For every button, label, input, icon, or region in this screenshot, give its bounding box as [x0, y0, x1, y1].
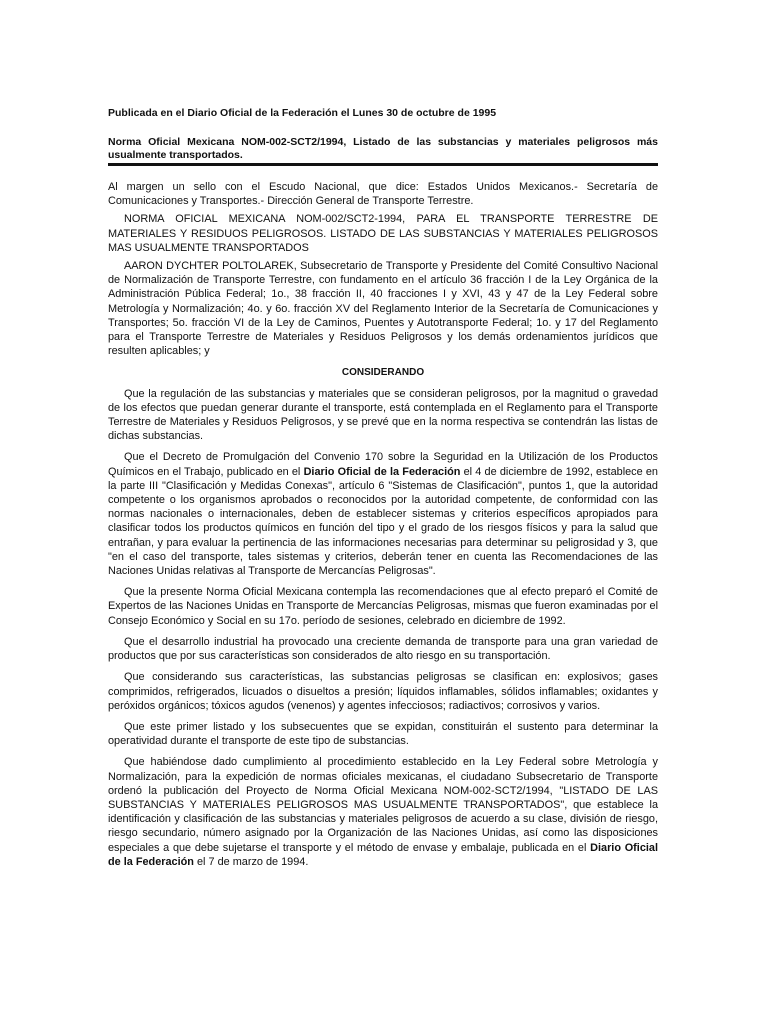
paragraph-text: el 4 de diciembre de 1992, establece en la parte III "Clasificación y Medidas Conexas", artículo 6 "Sistemas de Clasificación", puntos 1, que la autoridad competente o los organismos aprobados o reconocidos por la autoridad competente, de conformidad con las normas nacionales o internacionales, deben de establecer sistemas y criterios específicos apropiados para clasificar todos los productos químicos en función del tipo y el grado de los riesgos físicos y para la salud que entrañan, y para evaluar la pertinencia de las informaciones necesarias para determinar su peligrosidad y 3, que "en el caso del transporte, tales sistemas y criterios, deberán tener en cuenta las Recomendaciones de las Naciones Unidas relativas al Transporte de Mercancías Peligrosas".: [108, 465, 658, 578]
document-body: [108, 180, 658, 869]
considerando-paragraph-6: Que este primer listado y los subsecuentes que se expidan, constituirán el sustento para determinar la operatividad durante el transporte de este tipo de substancias.: [108, 720, 658, 748]
paragraph-text: Que el Decreto de Promulgación del Convenio 170 sobre la Seguridad en la Utilización de los Productos Químicos en el Trabajo, publicado en el: [108, 451, 658, 478]
considerando-paragraph-7: [108, 755, 658, 869]
bold-reference: Diario Oficial de la Federación: [303, 465, 461, 478]
section-heading: CONSIDERANDO: [341, 367, 425, 379]
norm-title: Norma Oficial Mexicana NOM-002-SCT2/1994, Listado de las substancias y materiales peligrosos más usualmente transportados.: [108, 136, 658, 166]
paragraph-text: Que habiéndose dado cumplimiento al procedimiento establecido en la Ley Federal sobre Metrología y Normalización, para la expedición de normas oficiales mexicanas, el ciudadano Subsecretario de Transporte ordenó la publicación del Proyecto de Norma Oficial Mexicana NOM-002-SCT2/1994, "LISTADO DE LAS SUBSTANCIAS Y MATERIALES PELIGROSOS MAS USUALMENTE TRANSPORTADOS", que establece la identificación y clasificación de las substancias y materiales peligrosos de acuerdo a su clase, división de riesgo, riesgo secundario, número asignado por la Organización de las Naciones Unidas, así como las disposiciones especiales a que debe sujetarse el transporte y el método de envase y embalaje, publicada en el: [108, 756, 658, 854]
intro-paragraph-1: Al margen un sello con el Escudo Nacional, que dice: Estados Unidos Mexicanos.- Secretaría de Comunicaciones y Transportes.- Dirección General de Transporte Terrestre.: [108, 181, 658, 208]
considerando-paragraph-2: [108, 450, 658, 578]
considerando-paragraph-3: Que la presente Norma Oficial Mexicana contempla las recomendaciones que al efecto preparó el Comité de Expertos de las Naciones Unidas en Transporte de Mercancías Peligrosas, mismas que fueron examinadas por el Consejo Económico y Social en su 17o. período de sesiones, celebrado en diciembre de 1992.: [108, 586, 658, 627]
considerando-paragraph-5: Que considerando sus características, las substancias peligrosas se clasifican en: explosivos; gases comprimidos, refrigerados, licuados o disueltos a presión; líquidos inflamables, sólidos inflamables; oxidantes y peróxidos orgánicos; tóxicos agudos (venenos) y agentes infecciosos; radiactivos; corrosivos y varios.: [108, 671, 658, 712]
document-page: [108, 106, 658, 876]
considerando-paragraph-1: Que la regulación de las substancias y materiales que se consideran peligrosos, por la magnitud o gravedad de los efectos que puedan generar durante el transporte, está contemplada en el Reglamento para el Transporte Terrestre de Materiales y Residuos Peligrosos, y se prevé que en la norma respectiva se contendrán las listas de dichas substancias.: [108, 387, 658, 443]
publication-line: Publicada en el Diario Oficial de la Federación el Lunes 30 de octubre de 1995: [108, 107, 497, 119]
paragraph-text: el 7 de marzo de 1994.: [193, 855, 309, 868]
intro-paragraph-3: AARON DYCHTER POLTOLAREK, Subsecretario de Transporte y Presidente del Comité Consultivo Nacional de Normalización de Transporte Terrestre, con fundamento en el artículo 36 fracción I de la Ley Orgánica de la Administración Pública Federal; 1o., 38 fracción II, 40 fracciones I y XVI, 43 y 47 de la Ley Federal sobre Metrología y Normalización; 4o. y 6o. fracción XV del Reglamento Interior de la Secretaría de Comunicaciones y Transportes; 5o. fracción VI de la Ley de Caminos, Puentes y Autotransporte Federal; 1o. y 17 del Reglamento para el Transporte Terrestre de Materiales y Residuos Peligrosos y los demás ordenamientos jurídicos que resulten aplicables; y: [108, 260, 658, 358]
bold-reference: Diario Oficial de la Federación: [108, 841, 658, 868]
considerando-paragraph-4: Que el desarrollo industrial ha provocado una creciente demanda de transporte para una gran variedad de productos que por sus características son considerados de alto riesgo en su transportación.: [108, 635, 658, 663]
intro-paragraph-2: NORMA OFICIAL MEXICANA NOM-002/SCT2-1994, PARA EL TRANSPORTE TERRESTRE DE MATERIALES Y RESIDUOS PELIGROSOS. LISTADO DE LAS SUBSTANCIAS Y MATERIALES PELIGROSOS MAS USUALMENTE TRANSPORTADOS: [108, 213, 658, 254]
